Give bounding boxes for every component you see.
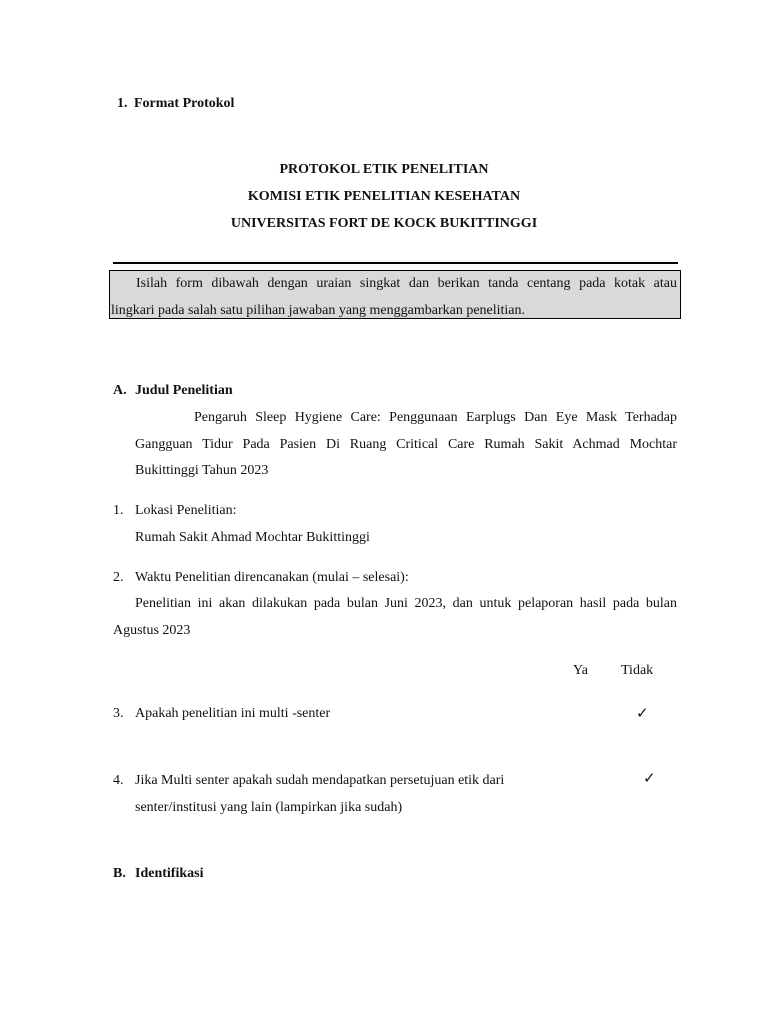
research-title-line-2: Gangguan Tidur Pada Pasien Di Ruang Critical Care Rumah Sakit Achmad Mochtar xyxy=(135,437,677,452)
section-heading-number: 1. xyxy=(117,96,128,111)
persetujuan-question-line-1: Jika Multi senter apakah sudah mendapatkan persetujuan etik dari xyxy=(135,773,505,788)
section-heading xyxy=(117,96,234,112)
instruction-line-1: Isilah form dibawah dengan uraian singkat dan berikan tanda centang pada kotak atau xyxy=(136,276,677,291)
instruction-line-2: lingkari pada salah satu pilihan jawaban yang menggambarkan penelitian. xyxy=(111,303,526,318)
item-2-number: 2. xyxy=(113,570,124,585)
persetujuan-tidak-checkmark-icon: ✓ xyxy=(643,769,656,787)
item-3-number: 3. xyxy=(113,706,124,721)
waktu-value-line-1: Penelitian ini akan dilakukan pada bulan Juni 2023, dan untuk pelaporan hasil pada bulan xyxy=(135,596,677,611)
instruction-box xyxy=(109,270,681,319)
column-header-tidak: Tidak xyxy=(621,663,654,678)
section-a-title: Judul Penelitian xyxy=(135,383,233,398)
header-line-universitas: UNIVERSITAS FORT DE KOCK BUKITTINGGI xyxy=(230,216,538,231)
section-a-letter: A. xyxy=(113,383,127,398)
column-header-ya: Ya xyxy=(573,663,588,678)
multi-senter-tidak-checkmark-icon: ✓ xyxy=(636,704,649,722)
section-b-title: Identifikasi xyxy=(135,866,204,881)
item-1-number: 1. xyxy=(113,503,124,518)
header-divider xyxy=(113,262,678,264)
research-title-line-1: Pengaruh Sleep Hygiene Care: Penggunaan Earplugs Dan Eye Mask Terhadap xyxy=(194,410,677,425)
item-4-number: 4. xyxy=(113,773,124,788)
header-line-protokol: PROTOKOL ETIK PENELITIAN xyxy=(279,162,489,177)
waktu-label: Waktu Penelitian direncanakan (mulai – selesai): xyxy=(135,570,409,585)
section-b-letter: B. xyxy=(113,866,126,881)
multi-senter-question: Apakah penelitian ini multi -senter xyxy=(135,706,331,721)
lokasi-label: Lokasi Penelitian: xyxy=(135,503,237,518)
waktu-value-line-2: Agustus 2023 xyxy=(113,623,191,638)
persetujuan-question-line-2: senter/institusi yang lain (lampirkan jika sudah) xyxy=(135,800,403,815)
section-heading-title: Format Protokol xyxy=(134,96,235,111)
lokasi-value: Rumah Sakit Ahmad Mochtar Bukittinggi xyxy=(135,530,370,545)
research-title-line-3: Bukittinggi Tahun 2023 xyxy=(135,463,269,478)
header-line-komisi: KOMISI ETIK PENELITIAN KESEHATAN xyxy=(247,189,521,204)
